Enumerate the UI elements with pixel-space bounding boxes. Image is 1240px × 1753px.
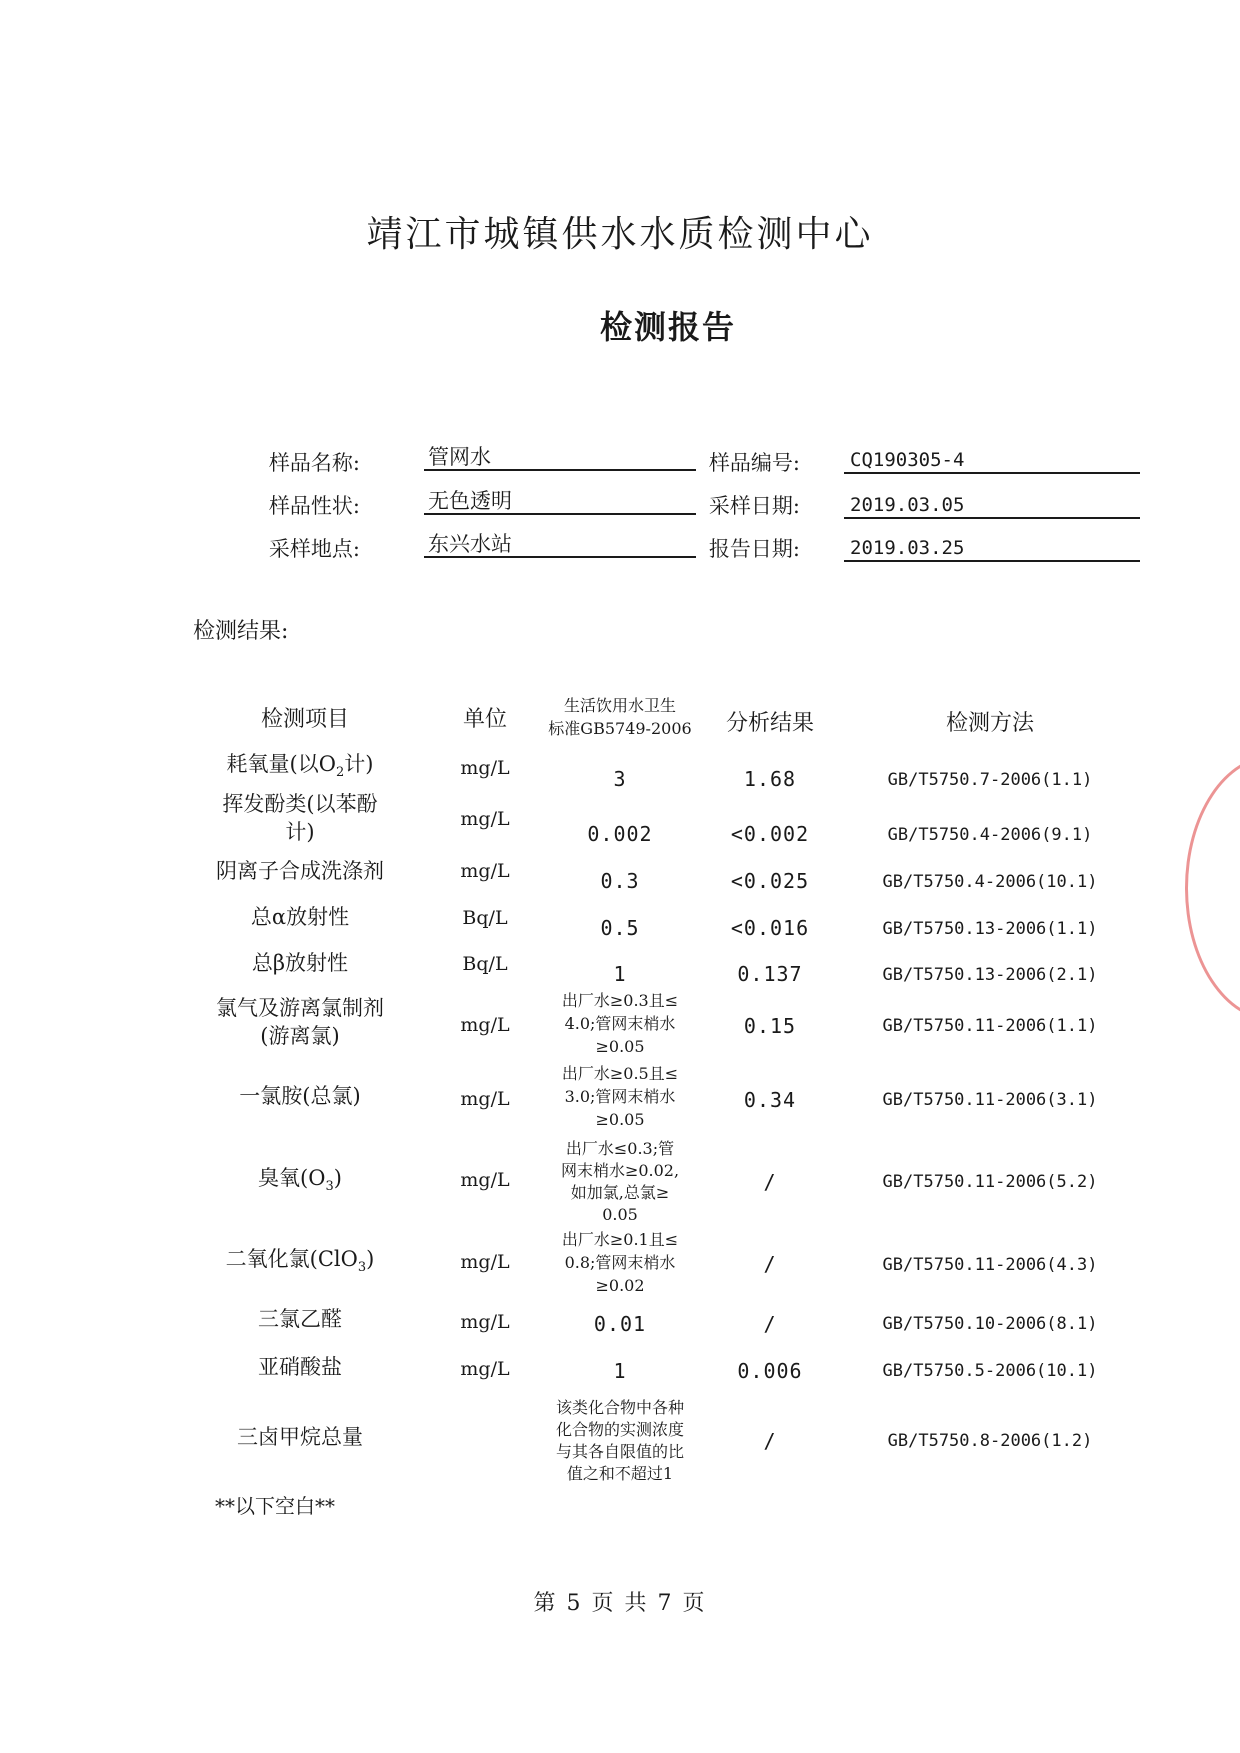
standard-line1: 出厂水≥0.1且≤ bbox=[561, 1230, 679, 1249]
standard-line2: 网末梢水≥0.02, bbox=[560, 1161, 680, 1180]
official-seal bbox=[1185, 755, 1240, 1021]
standard-line1: 出厂水≤0.3;管 bbox=[565, 1139, 675, 1158]
unit: mg/L bbox=[460, 1358, 510, 1380]
standard-line2: 化合物的实测浓度 bbox=[555, 1420, 684, 1439]
method: GB/T5750.11-2006(4.3) bbox=[882, 1255, 1098, 1275]
item-name: 亚硝酸盐 bbox=[258, 1355, 342, 1379]
result: / bbox=[763, 1429, 777, 1453]
item-name-tail: 计) bbox=[344, 752, 374, 776]
appearance-value: 无色透明 bbox=[424, 487, 696, 515]
standard-line2: 0.8;管网末梢水 bbox=[564, 1253, 676, 1272]
header-result: 分析结果 bbox=[725, 711, 814, 736]
result: <0.002 bbox=[730, 822, 810, 846]
method: GB/T5750.11-2006(3.1) bbox=[882, 1090, 1098, 1110]
end-of-content-note: **以下空白** bbox=[215, 1494, 335, 1518]
item-subscript: 3 bbox=[357, 1260, 367, 1276]
item-name-line2: 计) bbox=[285, 820, 315, 844]
sample-name-label: 样品名称: bbox=[268, 451, 360, 475]
result: / bbox=[763, 1170, 777, 1194]
result: <0.025 bbox=[730, 869, 810, 893]
result: / bbox=[763, 1252, 777, 1276]
unit: mg/L bbox=[460, 1311, 510, 1333]
report-title: 检测报告 bbox=[599, 308, 736, 346]
standard-line3: 与其各自限值的比 bbox=[555, 1442, 684, 1461]
item-name bbox=[185, 1164, 415, 1201]
result: 1.68 bbox=[743, 767, 797, 791]
sample-number-label: 样品编号: bbox=[708, 451, 800, 475]
org-name: 靖江市城镇供水水质检测中心 bbox=[366, 214, 874, 255]
result: 0.006 bbox=[737, 1359, 803, 1383]
item-name: 总α放射性 bbox=[250, 905, 350, 929]
sample-name-value: 管网水 bbox=[424, 443, 696, 471]
item-name-line1: 氯气及游离氯制剂 bbox=[216, 996, 384, 1020]
item-name: 一氯胺(总氯) bbox=[239, 1084, 361, 1108]
report-date-label: 报告日期: bbox=[708, 537, 800, 561]
standard: 0.002 bbox=[587, 822, 653, 846]
sample-date-value: 2019.03.05 bbox=[844, 491, 1140, 519]
method: GB/T5750.5-2006(10.1) bbox=[882, 1361, 1098, 1381]
header-item: 检测项目 bbox=[260, 707, 349, 732]
standard-line2: 3.0;管网末梢水 bbox=[564, 1087, 676, 1106]
sample-date-label: 采样日期: bbox=[708, 494, 800, 518]
unit: Bq/L bbox=[462, 907, 508, 929]
unit: mg/L bbox=[460, 1014, 510, 1036]
method: GB/T5750.8-2006(1.2) bbox=[887, 1431, 1093, 1451]
sample-number-value: CQ190305-4 bbox=[844, 446, 1140, 474]
item-name: 三卤甲烷总量 bbox=[237, 1425, 363, 1449]
item-name-text: 二氧化氯(ClO bbox=[225, 1247, 358, 1271]
location-value: 东兴水站 bbox=[424, 530, 696, 558]
standard-line3: 如加氯,总氯≥ bbox=[570, 1183, 670, 1202]
unit: mg/L bbox=[460, 1088, 510, 1110]
result: 0.137 bbox=[737, 962, 803, 986]
item-name: 阴离子合成洗涤剂 bbox=[216, 859, 384, 883]
page-number: 第 5 页 共 7 页 bbox=[533, 1591, 707, 1616]
unit: mg/L bbox=[460, 1169, 510, 1191]
standard-line2: 4.0;管网末梢水 bbox=[564, 1014, 676, 1033]
unit: mg/L bbox=[460, 1251, 510, 1273]
method: GB/T5750.10-2006(8.1) bbox=[882, 1314, 1098, 1334]
item-name-text: 臭氧(O bbox=[258, 1166, 326, 1190]
method: GB/T5750.13-2006(2.1) bbox=[882, 965, 1098, 985]
standard-line3: ≥0.05 bbox=[595, 1110, 645, 1129]
item-subscript: 3 bbox=[325, 1179, 334, 1195]
method: GB/T5750.7-2006(1.1) bbox=[887, 770, 1093, 790]
standard: 0.5 bbox=[600, 916, 640, 940]
result: 0.34 bbox=[743, 1088, 797, 1112]
result: 0.15 bbox=[743, 1014, 797, 1038]
standard: 0.01 bbox=[593, 1312, 647, 1336]
header-unit: 单位 bbox=[462, 707, 507, 732]
item-subscript: 2 bbox=[335, 765, 345, 781]
method: GB/T5750.11-2006(5.2) bbox=[882, 1172, 1098, 1192]
standard-line1: 出厂水≥0.5且≤ bbox=[561, 1064, 679, 1083]
item-name bbox=[185, 1245, 415, 1282]
standard-line1: 出厂水≥0.3且≤ bbox=[561, 991, 679, 1010]
item-name-tail: ) bbox=[333, 1166, 342, 1190]
report-date-value: 2019.03.25 bbox=[844, 534, 1140, 562]
standard: 1 bbox=[613, 1359, 627, 1383]
unit: Bq/L bbox=[462, 953, 508, 975]
item-name bbox=[185, 750, 415, 787]
method: GB/T5750.13-2006(1.1) bbox=[882, 919, 1098, 939]
unit: mg/L bbox=[460, 808, 510, 830]
item-name-tail: ) bbox=[366, 1247, 375, 1271]
item-name-line2: (游离氯) bbox=[260, 1024, 340, 1048]
method: GB/T5750.4-2006(10.1) bbox=[882, 872, 1098, 892]
item-name: 三氯乙醛 bbox=[258, 1307, 342, 1331]
item-name: 总β放射性 bbox=[251, 951, 349, 975]
header-method: 检测方法 bbox=[945, 711, 1034, 736]
header-standard-line2: 标准GB5749-2006 bbox=[548, 719, 692, 738]
standard-line4: 值之和不超过1 bbox=[566, 1464, 674, 1483]
standard-line3: ≥0.02 bbox=[595, 1276, 645, 1295]
appearance-label: 样品性状: bbox=[268, 494, 360, 518]
result: / bbox=[763, 1312, 777, 1336]
unit: mg/L bbox=[460, 860, 510, 882]
standard: 3 bbox=[613, 767, 627, 791]
item-name-line1: 挥发酚类(以苯酚 bbox=[222, 792, 378, 816]
method: GB/T5750.4-2006(9.1) bbox=[887, 825, 1093, 845]
item-name-text: 耗氧量(以O bbox=[226, 752, 336, 776]
unit: mg/L bbox=[460, 757, 510, 779]
standard: 0.3 bbox=[600, 869, 640, 893]
standard-line4: 0.05 bbox=[602, 1205, 638, 1224]
result: <0.016 bbox=[730, 916, 810, 940]
location-label: 采样地点: bbox=[268, 537, 360, 561]
header-standard-line1: 生活饮用水卫生 bbox=[563, 696, 676, 715]
standard-line1: 该类化合物中各种 bbox=[555, 1398, 684, 1417]
standard-line3: ≥0.05 bbox=[595, 1037, 645, 1056]
standard: 1 bbox=[613, 962, 627, 986]
results-label: 检测结果: bbox=[193, 619, 289, 644]
method: GB/T5750.11-2006(1.1) bbox=[882, 1016, 1098, 1036]
